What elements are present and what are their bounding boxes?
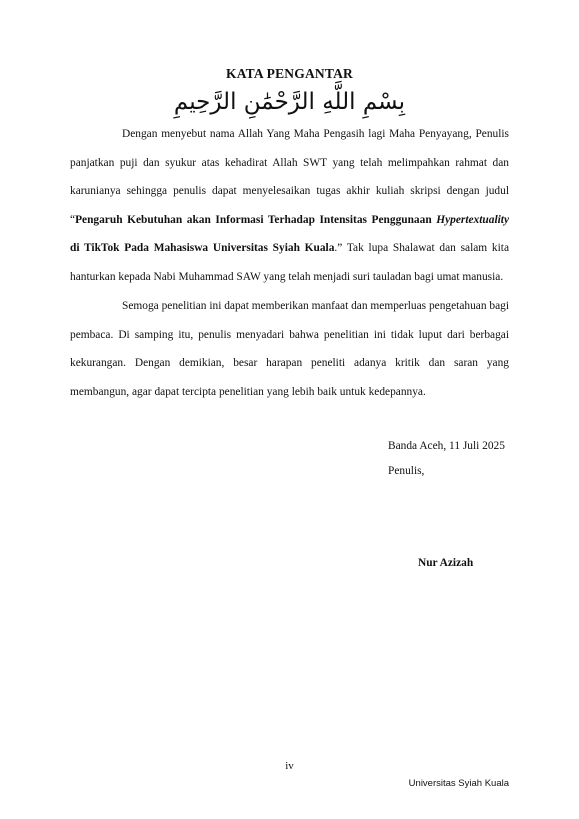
paragraph-2: Semoga penelitian ini dapat memberikan manfaat dan memperluas pengetahuan bagi pembaca. Di samping itu, penulis menyadari bahwa penelitian ini tidak luput dari berbagai kekurangan. Dengan demikian, besar harapan peneliti adanya kritik dan saran yang membangun, agar dapat tercipta penelitian yang lebih baik untuk kedepannya. [70, 300, 509, 398]
page-title: KATA PENGANTAR [226, 66, 353, 81]
basmalah-calligraphy: بِسْمِ اللَّهِ الرَّحْمَٰنِ الرَّحِيمِ [173, 89, 406, 115]
paragraph-1-text-b: .” Tak lupa Shalawat dan salam kita hanturkan kepada Nabi Muhammad SAW yang telah menjadi suri tauladan bagi umat manusia. [70, 242, 509, 283]
signature-name: Nur Azizah [418, 557, 474, 569]
footer-institution: Universitas Syiah Kuala [408, 778, 509, 789]
thesis-title-part-2: di TikTok Pada Mahasiswa Universitas Syiah Kuala [70, 242, 335, 254]
signature-place-date: Banda Aceh, 11 Juli 2025 [388, 440, 505, 452]
thesis-title-italic: Hypertextuality [436, 213, 509, 226]
paragraph-1-text-a: Dengan menyebut nama Allah Yang Maha Pengasih lagi Maha Penyayang, Penulis panjatkan puji dan syukur atas kehadirat Allah SWT yang telah melimpahkan rahmat dan karunianya sehingga penulis dapat menyelesaikan tugas akhir kuliah skripsi dengan judul “ [70, 128, 509, 226]
paragraph-1 [70, 120, 509, 291]
page-number: iv [285, 760, 294, 772]
signature-label: Penulis, [388, 465, 425, 477]
thesis-title-part-1: Pengaruh Kebutuhan akan Informasi Terhadap Intensitas Penggunaan [75, 213, 437, 226]
